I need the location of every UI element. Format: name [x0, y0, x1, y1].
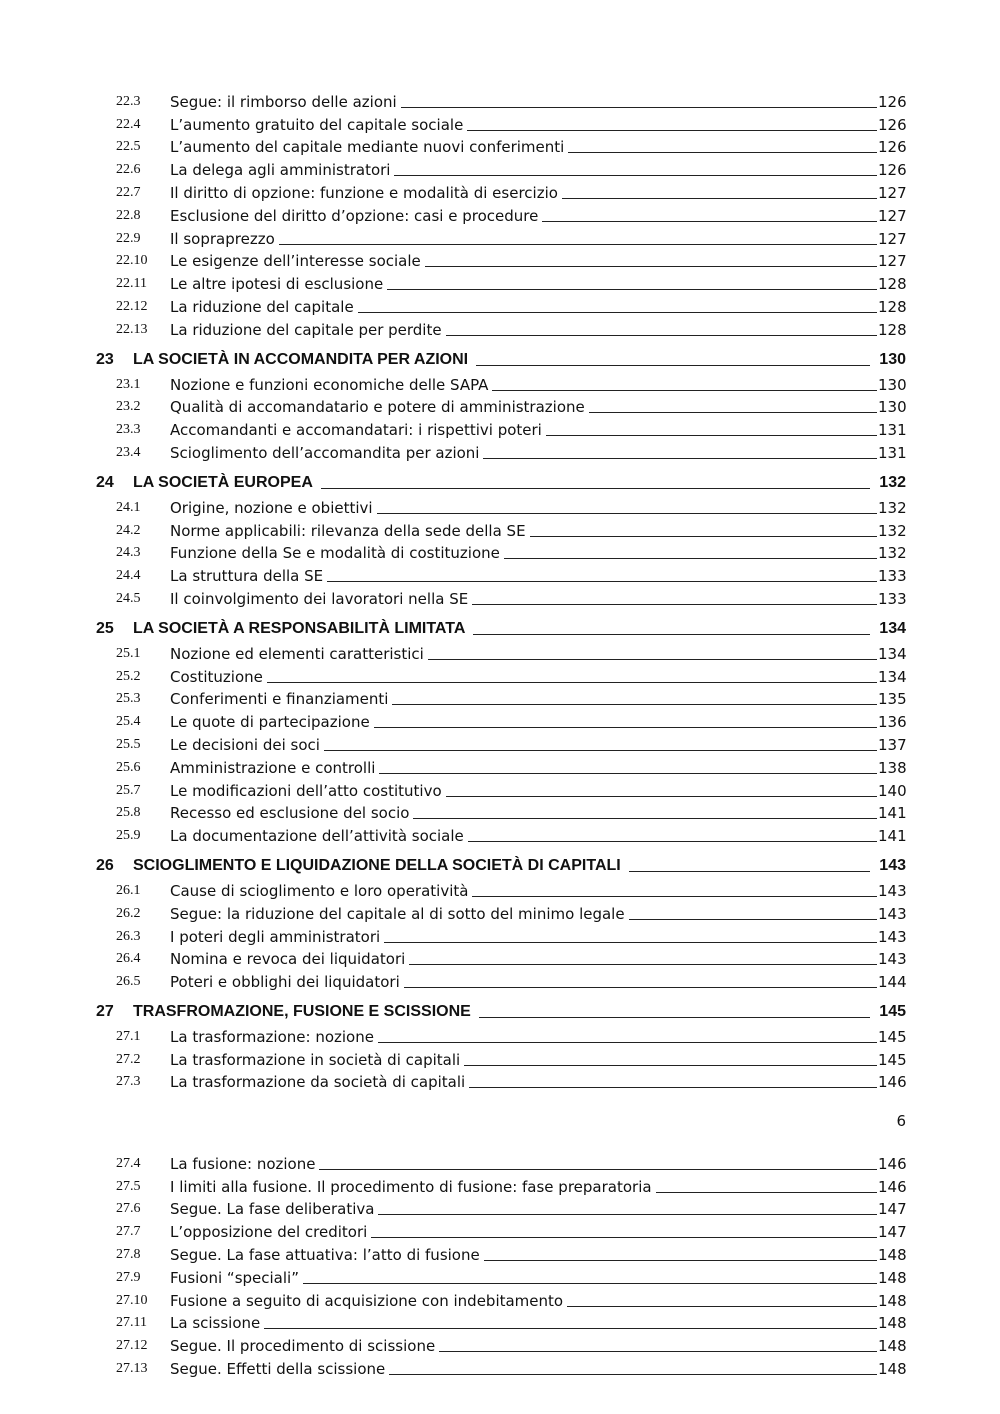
leader-line [479, 1016, 870, 1018]
table-of-contents-part-1 [96, 88, 906, 1091]
page-reference: 132 [879, 473, 906, 491]
section-number: 25.9 [116, 828, 141, 844]
leader-line [530, 535, 877, 537]
section-title: La documentazione dell’attività sociale [170, 827, 464, 846]
page-reference: 145 [878, 1027, 907, 1046]
section-title: Recesso ed esclusione del socio [170, 804, 410, 823]
section-title: Cause di scioglimento e loro operatività [170, 881, 469, 900]
section-number: 25.5 [116, 736, 141, 752]
toc-entry-row[interactable] [96, 686, 906, 709]
section-number: 24.1 [116, 499, 141, 515]
table-of-contents-part-2 [96, 1150, 906, 1378]
section-title: Le modificazioni dell’atto costitutivo [170, 781, 442, 800]
section-number: 27.7 [116, 1224, 141, 1240]
section-number: 27.4 [116, 1155, 141, 1171]
toc-entry-row[interactable] [96, 134, 906, 157]
toc-entry-row[interactable] [96, 754, 906, 777]
section-title: Segue: la riduzione del capitale al di sotto del minimo legale [170, 904, 625, 923]
toc-entry-row[interactable] [96, 1332, 906, 1355]
page-reference: 146 [878, 1154, 907, 1173]
page-reference: 148 [878, 1314, 907, 1333]
page-reference: 143 [878, 950, 907, 969]
section-number: 24.5 [116, 590, 141, 606]
leader-line [468, 840, 877, 842]
toc-entry-row[interactable] [96, 1355, 906, 1378]
section-title: Nozione e funzioni economiche delle SAPA [170, 375, 489, 394]
page-reference: 137 [878, 735, 907, 754]
toc-entry-row[interactable] [96, 1218, 906, 1241]
leader-line [264, 1327, 877, 1329]
page-reference: 138 [878, 758, 907, 777]
section-number: 23.2 [116, 399, 141, 415]
section-number: 27.12 [116, 1338, 148, 1354]
section-title: Conferimenti e finanziamenti [170, 690, 389, 709]
toc-entry-row[interactable] [96, 202, 906, 225]
section-title: L’aumento gratuito del capitale sociale [170, 115, 464, 134]
section-number: 25.6 [116, 759, 141, 775]
leader-line [483, 457, 877, 459]
page-reference: 143 [879, 857, 906, 875]
page-reference: 127 [878, 206, 907, 225]
page-reference: 140 [878, 781, 907, 800]
page-reference: 133 [878, 567, 907, 586]
page-reference: 126 [878, 92, 907, 111]
toc-entry-row[interactable] [96, 156, 906, 179]
leader-line [374, 726, 877, 728]
section-number: 26.2 [116, 905, 141, 921]
section-title: La delega agli amministratori [170, 161, 391, 180]
leader-line [409, 963, 877, 965]
page-reference: 128 [878, 320, 907, 339]
leader-line [428, 658, 877, 660]
chapter-title: LA SOCIETÀ EUROPEA [133, 473, 313, 491]
toc-entry-row[interactable] [96, 517, 906, 540]
toc-entry-row[interactable] [96, 946, 906, 969]
leader-line [413, 817, 877, 819]
section-number: 22.3 [116, 93, 141, 109]
leader-line [377, 512, 877, 514]
leader-line [384, 941, 877, 943]
chapter-number: 24 [96, 473, 114, 491]
leader-line [476, 364, 870, 366]
chapter-number: 27 [96, 1003, 114, 1021]
page-reference: 127 [878, 183, 907, 202]
leader-line [279, 243, 877, 245]
leader-line [504, 557, 877, 559]
page-reference: 131 [878, 443, 907, 462]
section-number: 24.3 [116, 545, 141, 561]
leader-line [546, 434, 877, 436]
page-reference: 148 [878, 1359, 907, 1378]
toc-entry-row[interactable] [96, 88, 906, 111]
page-number: 6 [896, 1112, 906, 1130]
section-title: Costituzione [170, 667, 263, 686]
leader-line [464, 1064, 877, 1066]
toc-chapter-row[interactable] [96, 609, 906, 639]
leader-line [267, 681, 877, 683]
leader-line [656, 1191, 877, 1193]
section-number: 22.6 [116, 162, 141, 178]
page-reference: 126 [878, 161, 907, 180]
page-reference: 148 [878, 1291, 907, 1310]
section-title: Amministrazione e controlli [170, 758, 376, 777]
leader-line [446, 334, 877, 336]
leader-line [439, 1350, 877, 1352]
page-reference: 130 [878, 398, 907, 417]
section-title: Il coinvolgimento dei lavoratori nella SE [170, 589, 469, 608]
leader-line [389, 1373, 877, 1375]
section-number: 27.5 [116, 1178, 141, 1194]
leader-line [568, 151, 877, 153]
leader-line [324, 749, 877, 751]
toc-entry-row[interactable] [96, 494, 906, 517]
toc-chapter-row[interactable] [96, 846, 906, 876]
toc-entry-row[interactable] [96, 923, 906, 946]
toc-entry-row[interactable] [96, 1264, 906, 1287]
section-title: Qualità di accomandatario e potere di amministrazione [170, 398, 585, 417]
toc-entry-row[interactable] [96, 900, 906, 923]
toc-entry-row[interactable] [96, 270, 906, 293]
page-reference: 146 [878, 1177, 907, 1196]
section-title: La trasformazione da società di capitali [170, 1073, 466, 1092]
page-reference: 136 [878, 713, 907, 732]
toc-entry-row[interactable] [96, 877, 906, 900]
section-title: L’opposizione del creditori [170, 1223, 368, 1242]
section-title: Segue. Il procedimento di scissione [170, 1337, 436, 1356]
page-reference: 148 [878, 1245, 907, 1264]
leader-line [629, 870, 870, 872]
section-number: 26.1 [116, 882, 141, 898]
toc-entry-row[interactable] [96, 394, 906, 417]
section-title: Nozione ed elementi caratteristici [170, 644, 424, 663]
section-number: 22.9 [116, 230, 141, 246]
leader-line [319, 1168, 877, 1170]
page-reference: 134 [878, 667, 907, 686]
page-reference: 135 [878, 690, 907, 709]
section-number: 27.1 [116, 1028, 141, 1044]
section-title: La struttura della SE [170, 567, 324, 586]
section-number: 24.2 [116, 522, 141, 538]
section-title: La fusione: nozione [170, 1154, 316, 1173]
toc-entry-row[interactable] [96, 416, 906, 439]
page-reference: 132 [878, 521, 907, 540]
toc-entry-row[interactable] [96, 1173, 906, 1196]
section-number: 25.3 [116, 691, 141, 707]
toc-entry-row[interactable] [96, 777, 906, 800]
chapter-title: SCIOGLIMENTO E LIQUIDAZIONE DELLA SOCIETÀ DI CAPITALI [133, 857, 621, 875]
section-number: 22.12 [116, 298, 148, 314]
section-title: Le decisioni dei soci [170, 735, 320, 754]
leader-line [629, 918, 877, 920]
page-reference: 141 [878, 804, 907, 823]
section-title: Nomina e revoca dei liquidatori [170, 950, 406, 969]
section-number: 22.10 [116, 253, 148, 269]
page-reference: 147 [878, 1223, 907, 1242]
section-title: Il sopraprezzo [170, 229, 275, 248]
chapter-number: 23 [96, 350, 114, 368]
section-title: Le quote di partecipazione [170, 713, 370, 732]
section-number: 23.3 [116, 422, 141, 438]
leader-line [467, 129, 877, 131]
leader-line [401, 106, 877, 108]
section-number: 27.2 [116, 1051, 141, 1067]
toc-entry-row[interactable] [96, 640, 906, 663]
page-reference: 128 [878, 275, 907, 294]
leader-line [542, 220, 877, 222]
leader-line [589, 411, 877, 413]
section-title: Fusione a seguito di acquisizione con indebitamento [170, 1291, 564, 1310]
leader-line [425, 265, 877, 267]
toc-entry-row[interactable] [96, 1150, 906, 1173]
toc-entry-row[interactable] [96, 663, 906, 686]
section-number: 27.8 [116, 1246, 141, 1262]
toc-entry-row[interactable] [96, 371, 906, 394]
section-number: 25.2 [116, 668, 141, 684]
section-title: Poteri e obblighi dei liquidatori [170, 973, 400, 992]
leader-line [392, 703, 877, 705]
section-title: Le esigenze dell’interesse sociale [170, 252, 421, 271]
section-number: 22.13 [116, 321, 148, 337]
section-number: 22.11 [116, 276, 147, 292]
toc-entry-row[interactable] [96, 731, 906, 754]
chapter-title: LA SOCIETÀ IN ACCOMANDITA PER AZIONI [133, 350, 469, 368]
toc-entry-row[interactable] [96, 968, 906, 991]
toc-entry-row[interactable] [96, 708, 906, 731]
section-title: L’aumento del capitale mediante nuovi conferimenti [170, 138, 565, 157]
section-number: 25.7 [116, 782, 141, 798]
page-reference: 148 [878, 1268, 907, 1287]
section-number: 22.7 [116, 184, 141, 200]
section-number: 27.10 [116, 1292, 148, 1308]
section-title: Segue: il rimborso delle azioni [170, 92, 397, 111]
toc-chapter-row[interactable] [96, 340, 906, 370]
leader-line [321, 487, 870, 489]
leader-line [472, 895, 877, 897]
toc-entry-row[interactable] [96, 248, 906, 271]
chapter-title: LA SOCIETÀ A RESPONSABILITÀ LIMITATA [133, 619, 466, 637]
section-number: 23.1 [116, 376, 141, 392]
section-number: 25.4 [116, 714, 141, 730]
page-reference: 134 [879, 619, 906, 637]
section-title: Origine, nozione e obiettivi [170, 498, 373, 517]
page-reference: 128 [878, 297, 907, 316]
toc-entry-row[interactable] [96, 800, 906, 823]
section-title: I limiti alla fusione. Il procedimento di fusione: fase preparatoria [170, 1177, 652, 1196]
section-number: 27.6 [116, 1201, 141, 1217]
page-reference: 134 [878, 644, 907, 663]
section-number: 27.13 [116, 1360, 148, 1376]
toc-entry-row[interactable] [96, 562, 906, 585]
section-title: Esclusione del diritto d’opzione: casi e procedure [170, 206, 539, 225]
section-title: La trasformazione in società di capitali [170, 1050, 461, 1069]
page-reference: 130 [878, 375, 907, 394]
page-reference: 144 [878, 973, 907, 992]
toc-entry-row[interactable] [96, 225, 906, 248]
section-title: La trasformazione: nozione [170, 1027, 374, 1046]
leader-line [327, 580, 877, 582]
leader-line [567, 1305, 877, 1307]
toc-entry-row[interactable] [96, 1287, 906, 1310]
section-title: I poteri degli amministratori [170, 927, 381, 946]
page-reference: 131 [878, 421, 907, 440]
page-reference: 132 [878, 544, 907, 563]
leader-line [404, 986, 877, 988]
page-reference: 126 [878, 115, 907, 134]
toc-entry-row[interactable] [96, 1046, 906, 1069]
section-number: 26.4 [116, 951, 141, 967]
section-title: Scioglimento dell’accomandita per azioni [170, 443, 480, 462]
page-reference: 148 [878, 1337, 907, 1356]
section-title: Le altre ipotesi di esclusione [170, 275, 384, 294]
toc-entry-row[interactable] [96, 439, 906, 462]
toc-entry-row[interactable] [96, 1069, 906, 1092]
page-reference: 143 [878, 904, 907, 923]
leader-line [303, 1282, 877, 1284]
toc-entry-row[interactable] [96, 540, 906, 563]
page-reference: 126 [878, 138, 907, 157]
section-number: 22.8 [116, 207, 141, 223]
leader-line [378, 1041, 877, 1043]
chapter-title: TRASFROMAZIONE, FUSIONE E SCISSIONE [133, 1003, 471, 1021]
page-reference: 146 [878, 1073, 907, 1092]
leader-line [492, 389, 877, 391]
section-number: 22.5 [116, 139, 141, 155]
page-reference: 130 [879, 350, 906, 368]
toc-entry-row[interactable] [96, 822, 906, 845]
leader-line [562, 197, 877, 199]
section-title: Il diritto di opzione: funzione e modalità di esercizio [170, 183, 558, 202]
toc-chapter-row[interactable] [96, 992, 906, 1022]
toc-entry-row[interactable] [96, 179, 906, 202]
leader-line [469, 1086, 877, 1088]
section-number: 26.5 [116, 974, 141, 990]
section-title: Funzione della Se e modalità di costituzione [170, 544, 500, 563]
section-number: 25.1 [116, 645, 141, 661]
leader-line [378, 1213, 877, 1215]
toc-entry-row[interactable] [96, 1196, 906, 1219]
leader-line [379, 772, 877, 774]
page-reference: 145 [878, 1050, 907, 1069]
section-number: 27.11 [116, 1315, 147, 1331]
section-title: Segue. La fase deliberativa [170, 1200, 375, 1219]
leader-line [387, 288, 877, 290]
toc-entry-row[interactable] [96, 1023, 906, 1046]
section-number: 26.3 [116, 928, 141, 944]
toc-entry-row[interactable] [96, 1241, 906, 1264]
section-number: 27.9 [116, 1269, 141, 1285]
leader-line [358, 311, 877, 313]
leader-line [446, 795, 877, 797]
page-reference: 127 [878, 229, 907, 248]
toc-entry-row[interactable] [96, 293, 906, 316]
section-title: La scissione [170, 1314, 261, 1333]
section-title: Fusioni “speciali” [170, 1268, 299, 1287]
leader-line [394, 174, 877, 176]
page-reference: 133 [878, 589, 907, 608]
section-number: 24.4 [116, 568, 141, 584]
section-title: Accomandanti e accomandatari: i rispettivi poteri [170, 421, 542, 440]
page-reference: 127 [878, 252, 907, 271]
chapter-number: 26 [96, 857, 114, 875]
section-title: Segue. Effetti della scissione [170, 1359, 386, 1378]
section-number: 27.3 [116, 1074, 141, 1090]
section-title: Norme applicabili: rilevanza della sede della SE [170, 521, 526, 540]
page-reference: 145 [879, 1003, 906, 1021]
section-title: La riduzione del capitale [170, 297, 354, 316]
toc-entry-row[interactable] [96, 1310, 906, 1333]
section-number: 23.4 [116, 444, 141, 460]
toc-chapter-row[interactable] [96, 463, 906, 493]
leader-line [472, 603, 877, 605]
leader-line [484, 1259, 877, 1261]
leader-line [371, 1236, 877, 1238]
section-title: Segue. La fase attuativa: l’atto di fusione [170, 1245, 480, 1264]
toc-entry-row[interactable] [96, 585, 906, 608]
section-number: 25.8 [116, 805, 141, 821]
toc-entry-row[interactable] [96, 316, 906, 339]
page-reference: 143 [878, 927, 907, 946]
chapter-number: 25 [96, 619, 114, 637]
page-reference: 143 [878, 881, 907, 900]
page-reference: 132 [878, 498, 907, 517]
section-title: La riduzione del capitale per perdite [170, 320, 442, 339]
toc-entry-row[interactable] [96, 111, 906, 134]
page-reference: 147 [878, 1200, 907, 1219]
section-number: 22.4 [116, 116, 141, 132]
page-reference: 141 [878, 827, 907, 846]
leader-line [473, 633, 870, 635]
